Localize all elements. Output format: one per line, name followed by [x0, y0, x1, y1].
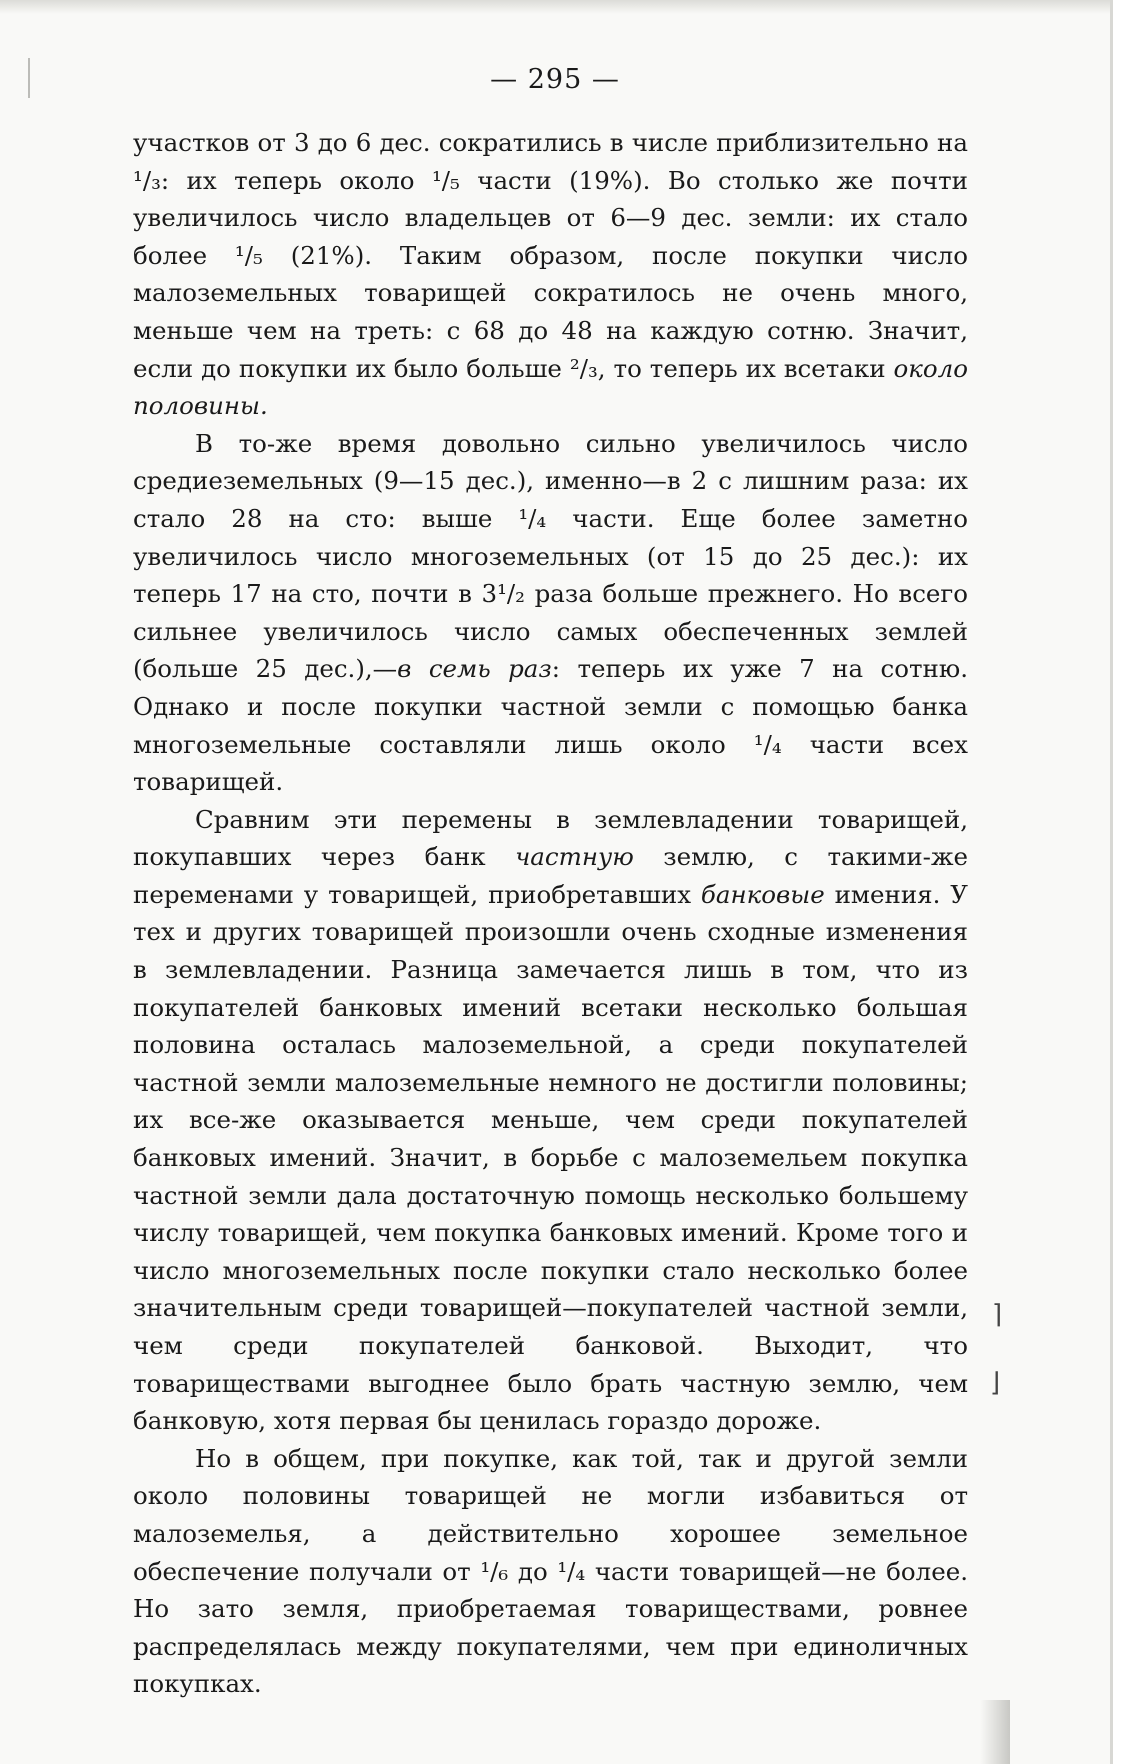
page-top-shadow: [0, 0, 1110, 14]
text-run: В то-же время довольно сильно увеличилось число средиеземельных (9—15 дес.), именно—в 2 с лишним раза: их стало 28 на сто: выше ¹/₄ части. Еще более заметно увеличилось число многоземельных (от 15 до 25 дес.): их теперь 17 на сто, почти в 3¹/₂ раза больше прежнего. Но всего сильнее увеличилось число самых обеспеченных землей (больше 25 дес.),—: [133, 428, 968, 684]
page-number: — 295 —: [490, 64, 620, 95]
italic-text-run: около половины.: [133, 353, 968, 421]
text-run: участков от 3 до 6 дес. сократились в числе приблизительно на ¹/₃: их теперь около ¹/₅ части (19%). Во столько же почти увеличилось число владельцев от 6—9 дес. земли: их стало более ¹/₅ (21%). Таким образом, после покупки число малоземельных товарищей сократилось не очень много, меньше чем на треть: с 68 до 48 на каждую сотню. Значит, если до покупки их было больше ²/₃, то теперь их всетаки: [133, 128, 968, 383]
text-run: Сравним эти перемены в землевладении товарищей, покупавших через банк: [133, 804, 968, 872]
text-run: землю, с такими-же переменами у товарищей, приобретавших: [133, 842, 968, 909]
italic-text-run: частную: [515, 842, 634, 872]
text-run: : теперь их уже 7 на сотню. Однако и после покупки частной земли с помощью банка многоземельные составляли лишь около ¹/₄ части всех товарищей.: [133, 654, 968, 797]
paragraph-1: [133, 124, 968, 425]
margin-bracket-upper: ⌉: [992, 1300, 1003, 1330]
italic-text-run: в семь раз: [397, 654, 552, 684]
text-run: имения. У тех и других товарищей произошли очень сходные изменения в землевладении. Разница замечается лишь в том, что из покупателей банковых имений всетаки несколько большая половина осталась малоземельной, а среди покупателей частной земли малоземельные немного не достигли половины; их все-же оказывается меньше, чем среди покупателей банковых имений. Значит, в борьбе с малоземельем покупка частной земли дала достаточную помощь несколько большему числу товарищей, чем покупка банковых имений. Кроме того и число многоземельных после покупки стало несколько более значительным среди товарищей—покупателей частной земли, чем среди покупателей банковой. Выходит, что товариществами выгоднее было брать частную землю, чем банковую, хотя первая бы ценилась гораздо дороже.: [133, 879, 968, 1436]
page-corner-shadow: [980, 1700, 1010, 1764]
paragraph-3: [133, 801, 968, 1440]
paragraph-4: [133, 1440, 968, 1703]
italic-text-run: банковые: [700, 879, 825, 909]
paragraph-2: [133, 425, 968, 801]
body-text: [133, 124, 968, 1703]
text-run: Но в общем, при покупке, как той, так и другой земли около половины товарищей не могли избавиться от малоземелья, а действительно хорошее земельное обеспечение получали от ¹/₆ до ¹/₄ части товарищей—не более. Но зато земля, приобретаемая товариществами, ровнее распределялась между покупателями, чем при единоличных покупках.: [133, 1443, 968, 1699]
margin-bracket-lower: ⌋: [990, 1368, 1001, 1398]
